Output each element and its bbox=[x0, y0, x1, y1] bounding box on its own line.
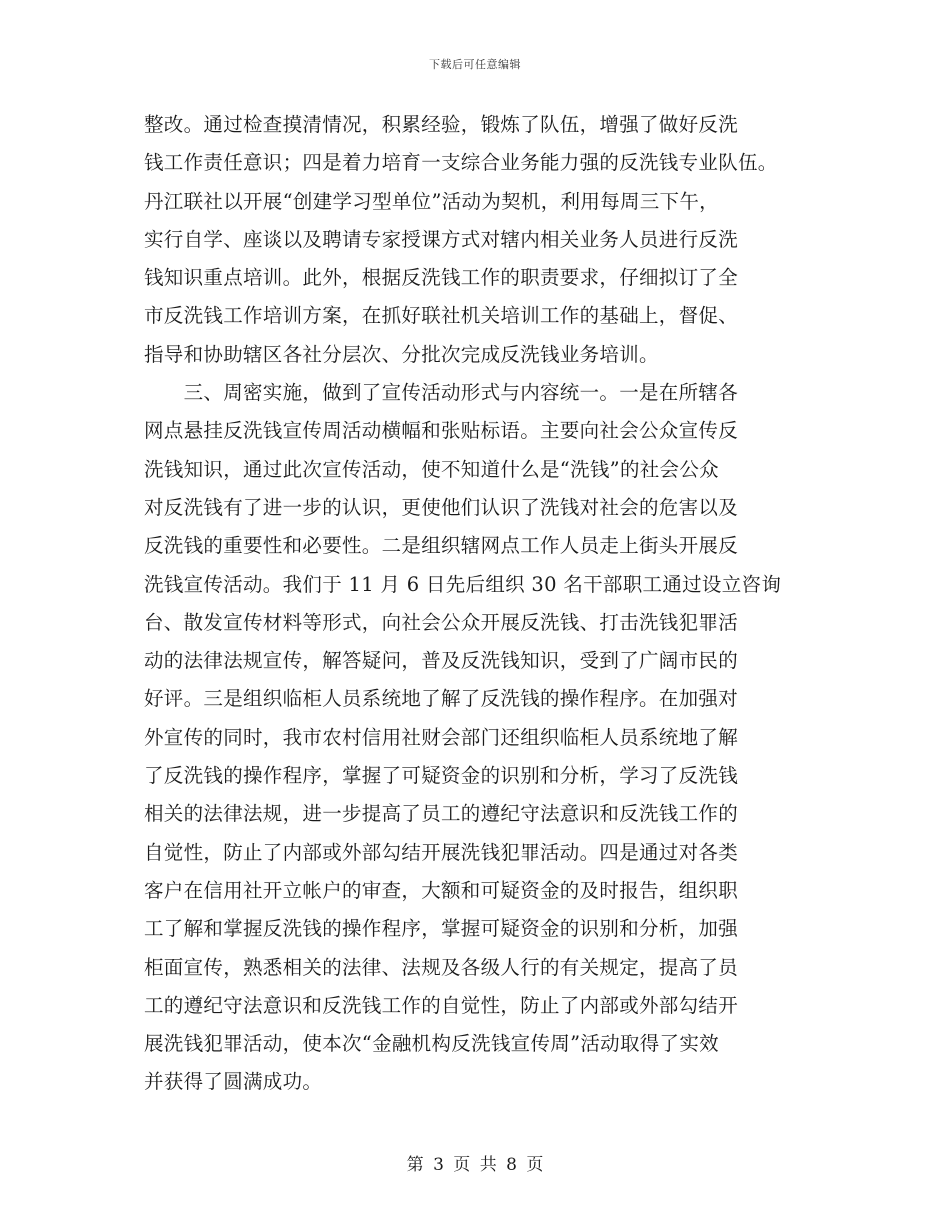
text-line: 工的遵纪守法意识和反洗钱工作的自觉性，防止了内部或外部勾结开 bbox=[144, 993, 739, 1017]
header-note: 下载后可任意编辑 bbox=[429, 58, 521, 71]
text-line: 网点悬挂反洗钱宣传周活动横幅和张贴标语。主要向社会公众宣传反 bbox=[144, 419, 739, 443]
text-line: 了反洗钱的操作程序，掌握了可疑资金的识别和分析，学习了反洗钱 bbox=[144, 764, 739, 788]
text-line: 客户在信用社开立帐户的审查，大额和可疑资金的及时报告，组织职 bbox=[144, 878, 739, 902]
text-line: 洗钱知识，通过此次宣传活动，使不知道什么是“洗钱”的社会公众 bbox=[144, 457, 719, 481]
text-line: 钱工作责任意识；四是着力培育一支综合业务能力强的反洗钱专业队伍。 bbox=[144, 151, 778, 175]
text-line: 丹江联社以开展“创建学习型单位”活动为契机，利用每周三下午， bbox=[144, 189, 719, 213]
text-line: 并获得了圆满成功。 bbox=[144, 1070, 323, 1094]
text-line: 市反洗钱工作培训方案，在抓好联社机关培训工作的基础上，督促、 bbox=[144, 304, 739, 328]
text-line: 工了解和掌握反洗钱的操作程序，掌握可疑资金的识别和分析，加强 bbox=[144, 917, 739, 941]
text-line: 柜面宣传，熟悉相关的法律、法规及各级人行的有关规定，提高了员 bbox=[144, 955, 739, 979]
text-line: 钱知识重点培训。此外，根据反洗钱工作的职责要求，仔细拟订了全 bbox=[144, 266, 739, 290]
text-line: 反洗钱的重要性和必要性。二是组织辖网点工作人员走上街头开展反 bbox=[144, 534, 739, 558]
text-line: 相关的法律法规，进一步提高了员工的遵纪守法意识和反洗钱工作的 bbox=[144, 802, 739, 826]
body-text bbox=[144, 106, 824, 1102]
text-line: 三、周密实施，做到了宣传活动形式与内容统一。一是在所辖各 bbox=[144, 381, 739, 405]
text-line: 外宣传的同时，我市农村信用社财会部门还组织临柜人员系统地了解 bbox=[144, 725, 739, 749]
text-line: 指导和协助辖区各社分层次、分批次完成反洗钱业务培训。 bbox=[144, 342, 659, 366]
text-line: 展洗钱犯罪活动，使本次“金融机构反洗钱宣传周”活动取得了实效 bbox=[144, 1032, 719, 1056]
text-line: 实行自学、座谈以及聘请专家授课方式对辖内相关业务人员进行反洗 bbox=[144, 227, 739, 251]
text-line: 动的法律法规宣传，解答疑问，普及反洗钱知识，受到了广阔市民的 bbox=[144, 649, 739, 673]
text-line: 整改。通过检查摸清情况，积累经验，锻炼了队伍，增强了做好反洗 bbox=[144, 113, 739, 136]
page-number-footer: 第 3 页 共 8 页 bbox=[406, 1155, 544, 1175]
text-line: 洗钱宣传活动。我们于 11 月 6 日先后组织 30 名干部职工通过设立咨询 bbox=[144, 572, 782, 596]
text-line: 好评。三是组织临柜人员系统地了解了反洗钱的操作程序。在加强对 bbox=[144, 687, 739, 711]
text-line: 对反洗钱有了进一步的认识，更使他们认识了洗钱对社会的危害以及 bbox=[144, 495, 739, 519]
text-line: 自觉性，防止了内部或外部勾结开展洗钱犯罪活动。四是通过对各类 bbox=[144, 840, 739, 864]
text-line: 台、散发宣传材料等形式，向社会公众开展反洗钱、打击洗钱犯罪活 bbox=[144, 610, 739, 634]
